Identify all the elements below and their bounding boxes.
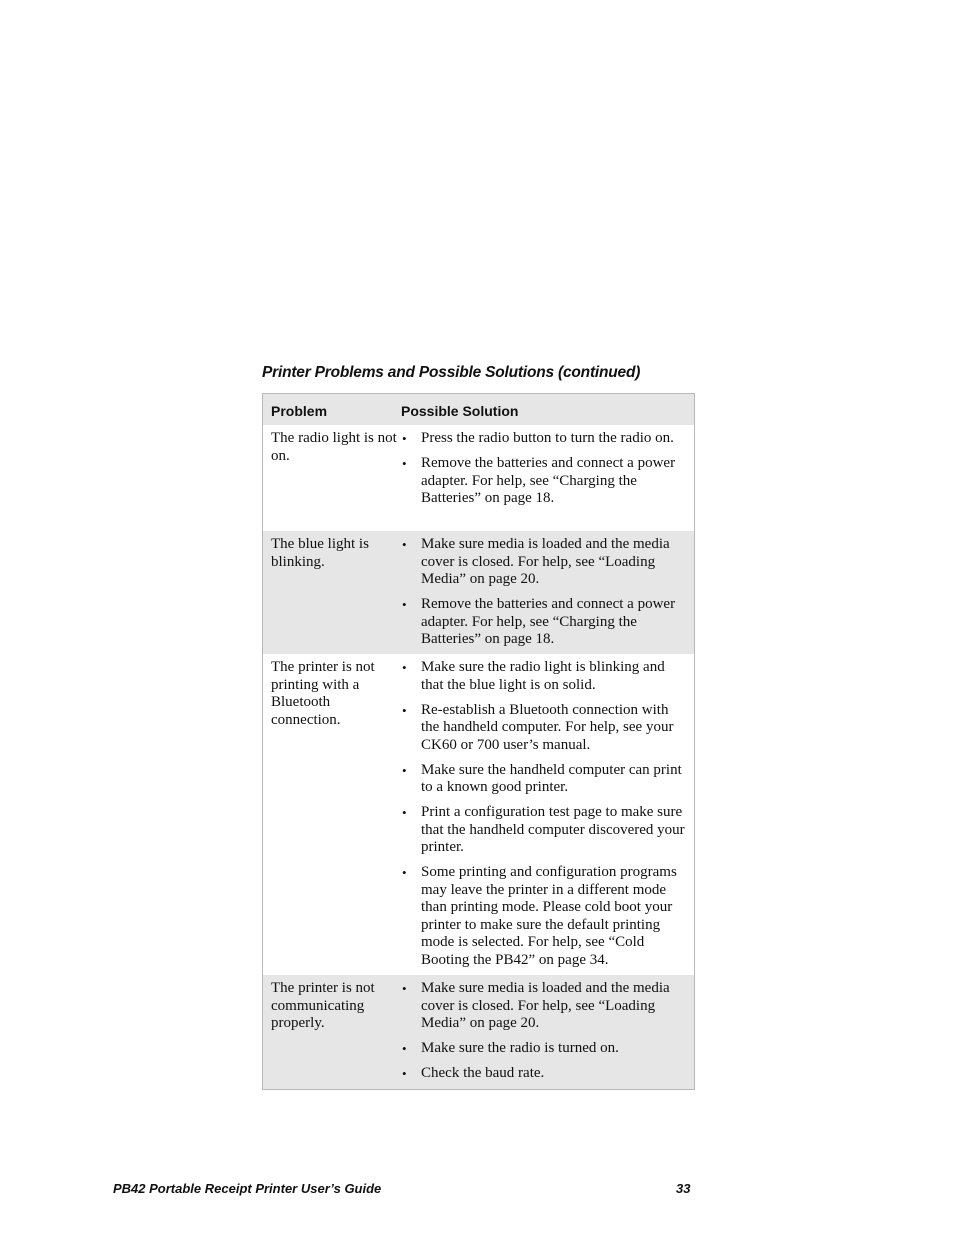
problem-cell: The printer is not printing with a Bluetooth connection. bbox=[271, 659, 375, 728]
solution-item: • Check the baud rate. bbox=[402, 1065, 545, 1081]
solution-item: • Make sure the handheld computer can print to a known good printer. bbox=[402, 761, 682, 795]
solution-cell bbox=[401, 531, 694, 654]
bullet-icon: • bbox=[402, 865, 407, 880]
table-row bbox=[263, 425, 694, 531]
bullet-icon: • bbox=[402, 762, 407, 778]
bullet-icon: • bbox=[402, 1041, 407, 1056]
table-row bbox=[263, 531, 694, 654]
solution-item: • Make sure media is loaded and the media cover is closed. For help, see “Loading Media” on page 20. bbox=[402, 980, 670, 1031]
bullet-icon: • bbox=[402, 431, 407, 446]
footer-guide-title: PB42 Portable Receipt Printer User’s Guide bbox=[113, 1181, 382, 1196]
bullet-icon: • bbox=[402, 805, 407, 820]
problems-table bbox=[262, 393, 695, 1090]
footer-page-number: 33 bbox=[676, 1181, 691, 1196]
column-header-solution: Possible Solution bbox=[401, 403, 519, 419]
solution-cell bbox=[401, 425, 694, 531]
bullet-icon: • bbox=[402, 537, 407, 552]
solution-item: • Make sure the radio light is blinking and that the blue light is on solid. bbox=[402, 659, 665, 693]
solution-cell bbox=[401, 975, 694, 1089]
table-row bbox=[263, 975, 694, 1089]
solution-item: • Re-establish a Bluetooth connection with the handheld computer. For help, see your CK60 or 700 user’s manual. bbox=[402, 701, 674, 753]
table-row bbox=[263, 654, 694, 975]
problem-cell: The radio light is not on. bbox=[271, 430, 397, 464]
bullet-icon: • bbox=[402, 660, 407, 675]
problem-cell: The printer is not communicating properly. bbox=[271, 980, 375, 1031]
solution-cell bbox=[401, 654, 694, 975]
solution-item: • Make sure the radio is turned on. bbox=[402, 1040, 619, 1056]
bullet-icon: • bbox=[402, 981, 407, 996]
column-header-problem: Problem bbox=[271, 403, 328, 419]
solution-item: • Some printing and configuration programs may leave the printer in a different mode than printing mode. Please cold boot your printer to make sure the default printing mode is selected. For help, see “Cold Booting the PB42” on page 34. bbox=[402, 864, 677, 968]
table-header-row bbox=[263, 394, 694, 425]
solution-item: • Remove the batteries and connect a power adapter. For help, see “Charging the Batteries” on page 18. bbox=[402, 596, 676, 647]
solution-item: • Remove the batteries and connect a power adapter. For help, see “Charging the Batteries” on page 18. bbox=[402, 455, 676, 506]
problem-cell: The blue light is blinking. bbox=[271, 536, 369, 570]
solution-item: • Print a configuration test page to make sure that the handheld computer discovered your printer. bbox=[402, 804, 685, 855]
solution-item: • Press the radio button to turn the radio on. bbox=[402, 430, 674, 446]
bullet-icon: • bbox=[402, 702, 407, 718]
solution-item: • Make sure media is loaded and the media cover is closed. For help, see “Loading Media” on page 20. bbox=[402, 536, 670, 587]
table-caption: Printer Problems and Possible Solutions (continued) bbox=[262, 364, 641, 381]
bullet-icon: • bbox=[402, 597, 407, 612]
bullet-icon: • bbox=[402, 1066, 407, 1081]
bullet-icon: • bbox=[402, 456, 407, 471]
